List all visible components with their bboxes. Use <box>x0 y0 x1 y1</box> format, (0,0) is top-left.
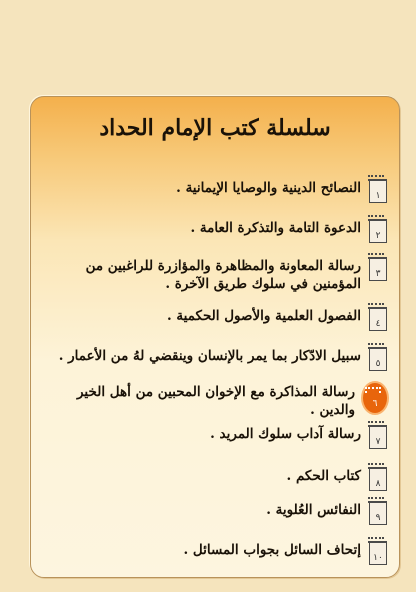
book-title: إتحاف السائل بجواب المسائل . <box>183 542 361 558</box>
book-series-panel <box>30 96 400 578</box>
book-title: النصائح الدينية والوصايا الإيمانية . <box>176 180 361 196</box>
book-title: سبيل الادّكار بما يمر بالإنسان وينقضي لهُ من الأعمار . <box>58 348 361 364</box>
book-number-icon: ٩ <box>369 501 387 525</box>
book-number-icon-selected: ٦ <box>363 383 387 413</box>
book-title: رسالة المذاكرة مع الإخوان المحبين من أهل الخير والدين . <box>76 384 355 418</box>
list-item[interactable] <box>41 179 387 203</box>
book-title: الدعوة التامة والتذكرة العامة . <box>190 220 361 236</box>
series-title: سلسلة كتب الإمام الحداد <box>99 115 331 141</box>
list-item-selected[interactable] <box>41 383 387 419</box>
list-item[interactable] <box>41 307 387 331</box>
book-title: رسالة آداب سلوك المريد . <box>210 426 361 442</box>
list-item[interactable] <box>41 257 387 293</box>
book-title: رسالة المعاونة والمظاهرة والمؤازرة للراغبين من المؤمنين في سلوك طريق الآخرة . <box>85 258 361 292</box>
list-item[interactable] <box>41 219 387 243</box>
list-item[interactable] <box>41 347 387 371</box>
book-title: النفائس العُلوية . <box>266 502 361 518</box>
list-item[interactable] <box>41 467 387 491</box>
book-title: كتاب الحكم . <box>286 468 361 484</box>
book-number-icon: ٨ <box>369 467 387 491</box>
book-number-icon: ٢ <box>369 219 387 243</box>
book-number-icon: ٧ <box>369 425 387 449</box>
book-number-icon: ١ <box>369 179 387 203</box>
book-number-icon: ٣ <box>369 257 387 281</box>
list-item[interactable] <box>41 501 387 525</box>
book-number-icon: ٥ <box>369 347 387 371</box>
book-title: الفصول العلمية والأصول الحكمية . <box>166 308 361 324</box>
list-item[interactable] <box>41 541 387 565</box>
book-number-icon: ١٠ <box>369 541 387 565</box>
list-item[interactable] <box>41 425 387 449</box>
book-number-icon: ٤ <box>369 307 387 331</box>
